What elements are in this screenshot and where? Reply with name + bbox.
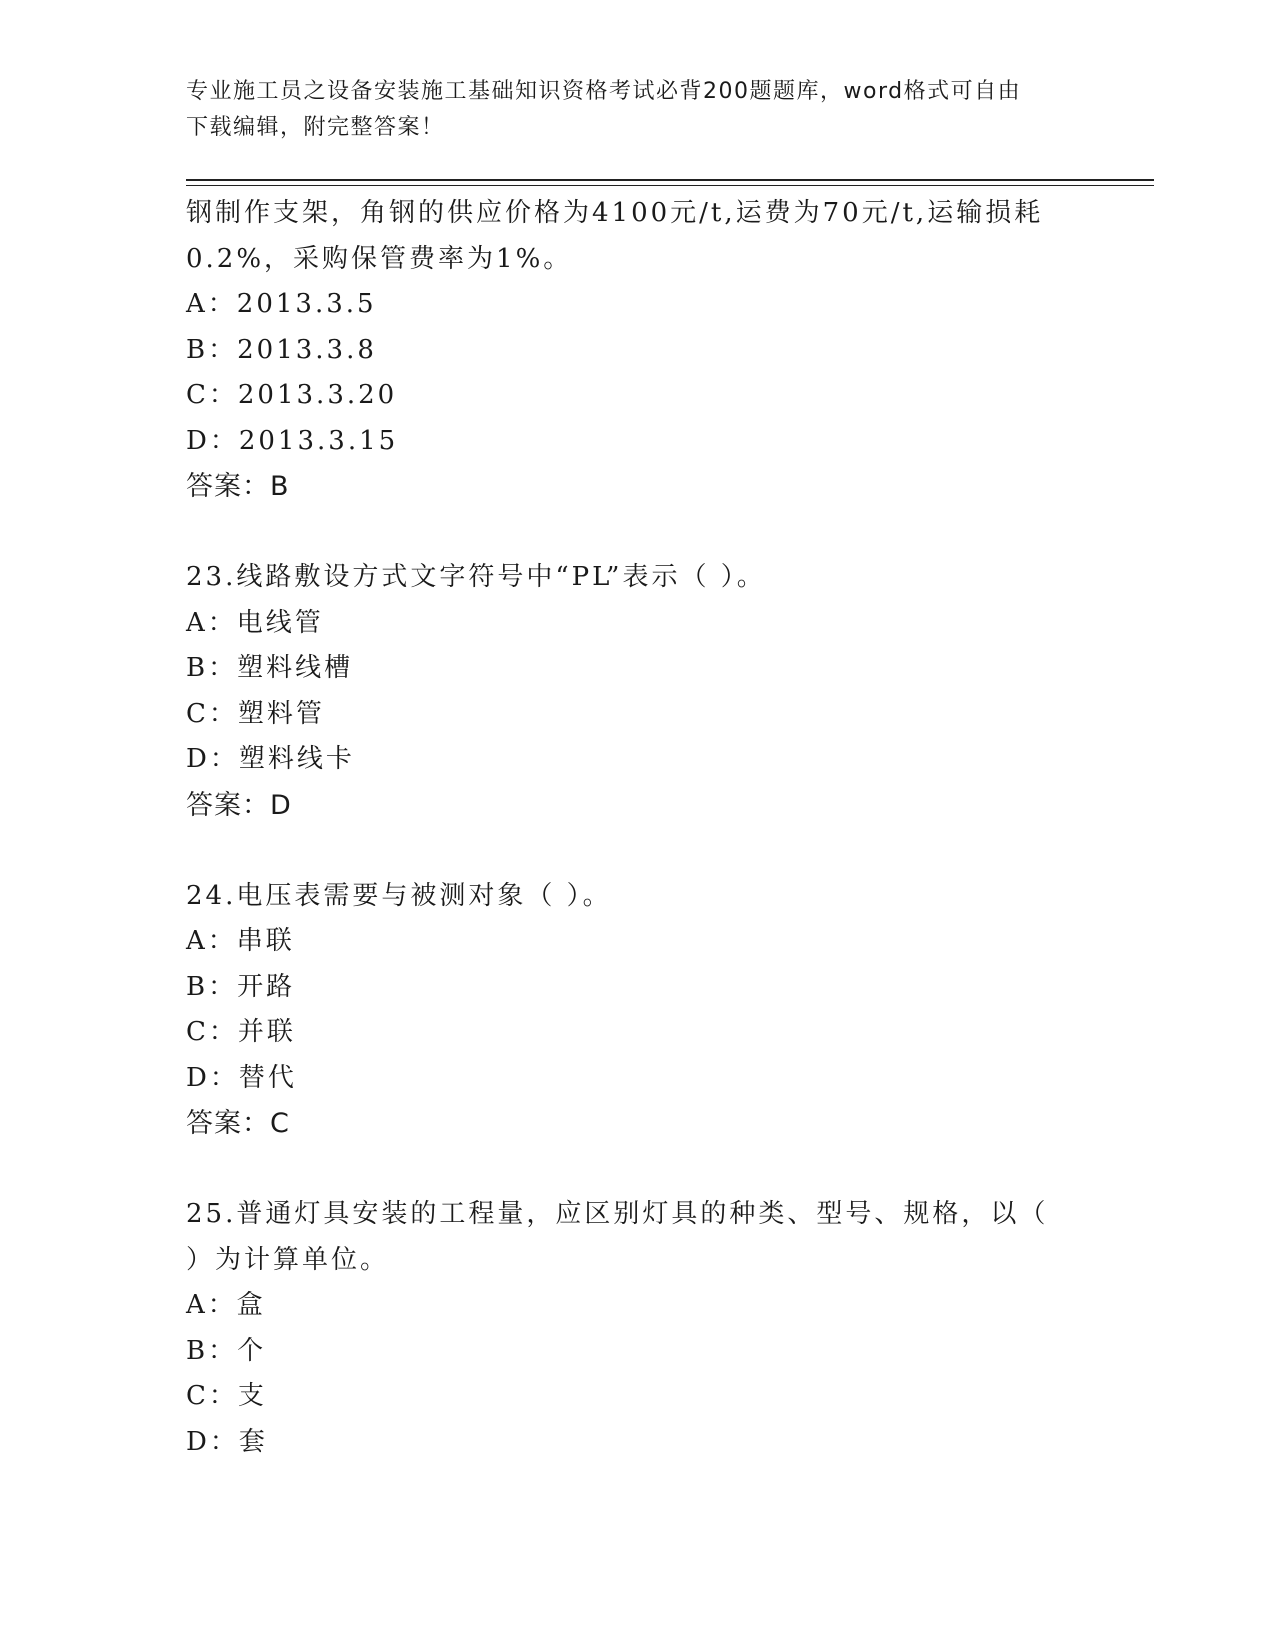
option-a: A：盒	[186, 1290, 266, 1320]
option-d: D：塑料线卡	[186, 744, 355, 774]
answer-line: 答案：C	[186, 1108, 290, 1139]
question-block-25	[186, 1192, 1086, 1465]
question-stem: ）为计算单位。	[186, 1244, 390, 1275]
option-b: B：2013.3.8	[186, 334, 377, 365]
answer-line: 答案：D	[186, 789, 292, 821]
option-a: A：2013.3.5	[186, 289, 377, 319]
option-c: C：支	[186, 1381, 267, 1411]
option-a: A：串联	[186, 926, 295, 956]
question-stem: 24.电压表需要与被测对象（ ）。	[186, 880, 612, 911]
question-stem: 钢制作支架，角钢的供应价格为4100元/t,运费为70元/t,运输损耗	[186, 198, 1044, 228]
option-b: B：开路	[186, 971, 296, 1002]
header-line-1: 专业施工员之设备安装施工基础知识资格考试必背200题题库，word格式可自由	[186, 79, 1022, 104]
option-c: C：并联	[186, 1017, 296, 1047]
header-divider-thick	[186, 179, 1154, 181]
option-d: D：替代	[186, 1062, 297, 1093]
spacer	[186, 828, 1086, 874]
option-b: B：塑料线槽	[186, 653, 354, 683]
question-stem: 0.2%，采购保管费率为1%。	[186, 243, 573, 274]
spacer	[186, 510, 1086, 556]
header-divider-thin	[186, 185, 1154, 186]
option-b: B：个	[186, 1335, 267, 1366]
question-block-23	[186, 555, 1086, 828]
spacer	[186, 1147, 1086, 1193]
option-c: C：2013.3.20	[186, 380, 398, 410]
question-stem: 23.线路敷设方式文字符号中“PL”表示（ ）。	[186, 562, 766, 592]
answer-line: 答案：B	[186, 471, 290, 502]
question-stem: 25.普通灯具安装的工程量，应区别灯具的种类、型号、规格，以（	[186, 1199, 1049, 1229]
question-block-24	[186, 874, 1086, 1147]
option-c: C：塑料管	[186, 698, 325, 729]
document-header	[186, 74, 1066, 146]
option-a: A：电线管	[186, 607, 324, 638]
header-line-2: 下载编辑，附完整答案！	[186, 115, 445, 140]
question-list	[186, 191, 1086, 1465]
option-d: D：2013.3.15	[186, 425, 399, 456]
option-d: D：套	[186, 1426, 268, 1457]
question-block-22	[186, 191, 1086, 510]
